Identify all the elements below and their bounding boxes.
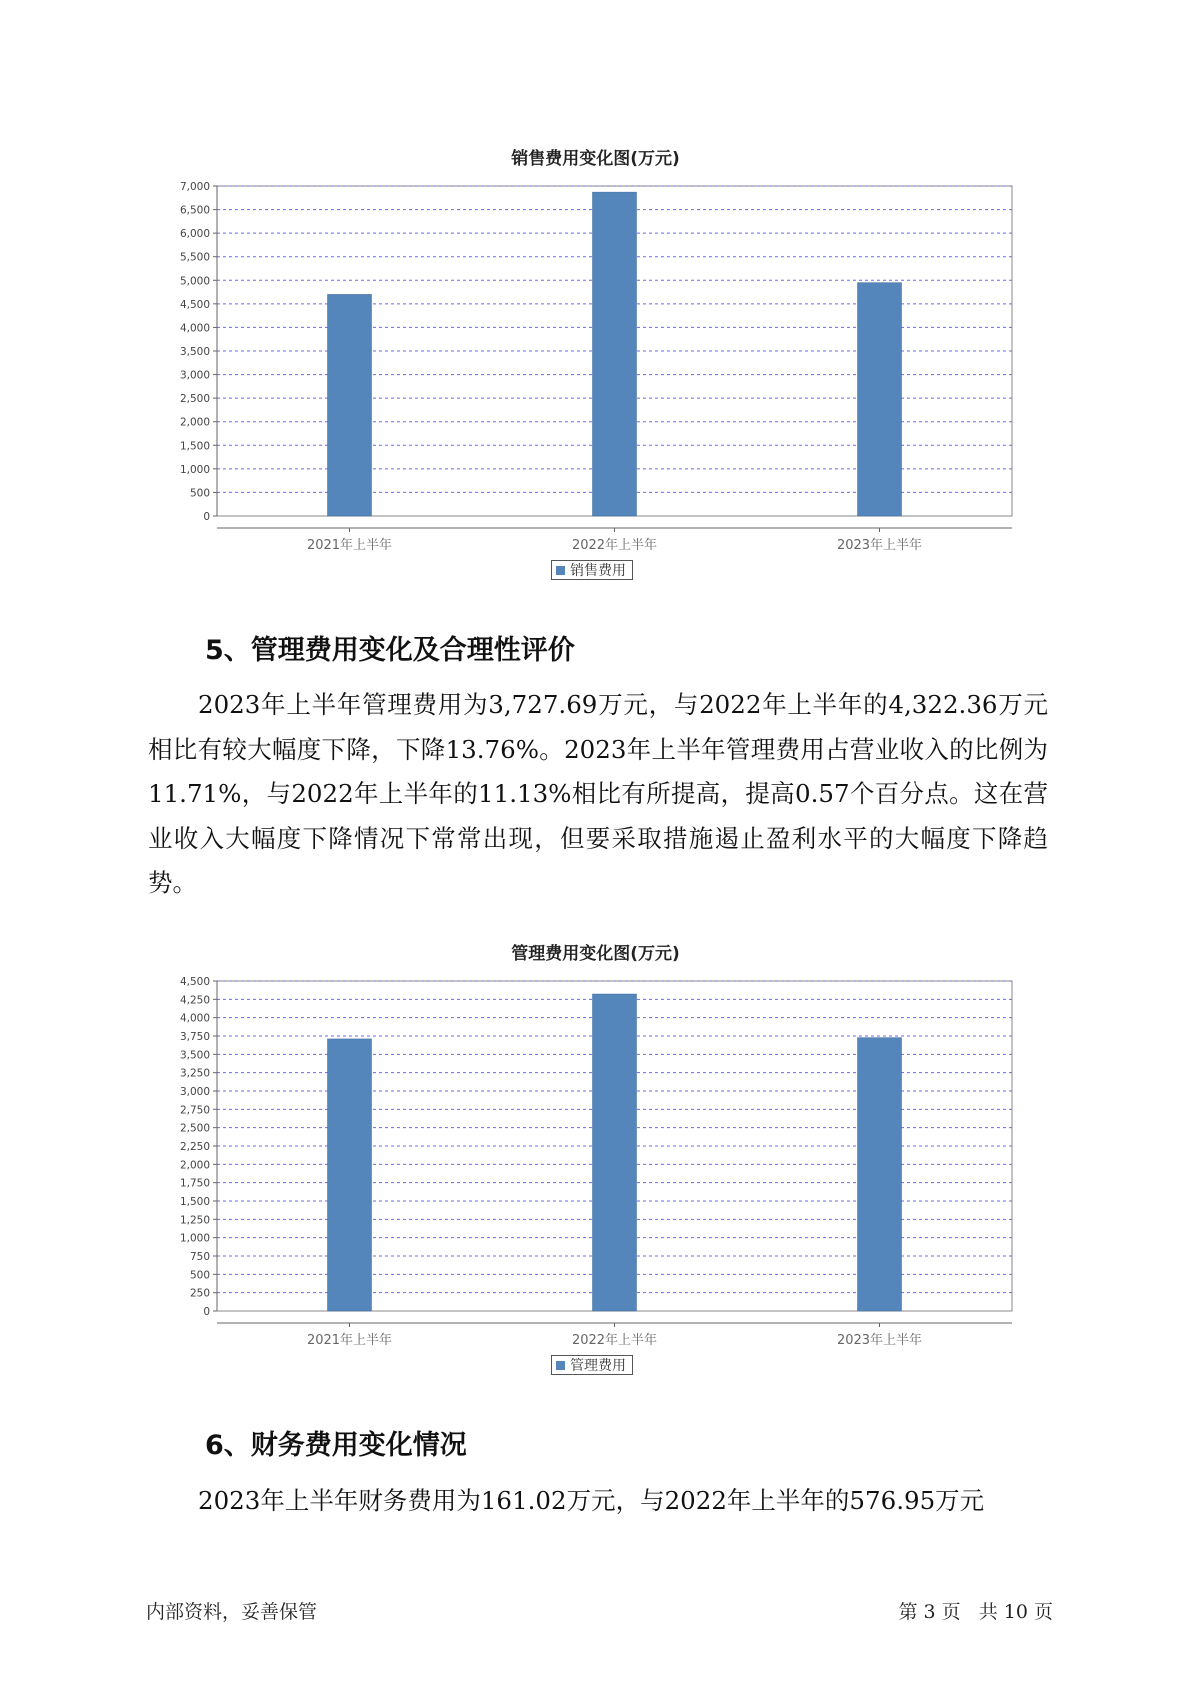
legend-label: 管理费用 [570,1358,626,1374]
y-tick-label: 1,500 [179,440,210,453]
x-tick-label: 2022年上半年 [571,1333,658,1348]
y-tick-label: 1,000 [179,1232,210,1245]
legend-sales-expense [551,560,633,580]
y-tick-label: 250 [189,1287,210,1300]
y-tick-label: 0 [203,511,210,523]
chart-title-sales-expense: 销售费用变化图(万元) [511,149,680,169]
legend-admin-expense [551,1355,633,1375]
bar-3 [858,283,902,516]
y-tick-label: 4,500 [179,298,210,311]
y-tick-label: 4,500 [179,976,210,988]
y-tick-label: 500 [189,1269,210,1282]
y-tick-label: 2,000 [179,1159,210,1172]
y-tick-label: 2,250 [179,1141,210,1153]
section-6-heading: 6、财务费用变化情况 [205,1430,467,1461]
y-tick-label: 1,500 [179,1196,210,1208]
y-tick-label: 5,500 [179,251,210,264]
chart-sales-expense [0,160,1191,553]
chart-title-admin-expense: 管理费用变化图(万元) [511,944,680,964]
y-tick-label: 3,750 [179,1031,210,1043]
x-tick-label: 2023年上半年 [836,1333,923,1348]
legend-swatch [556,1361,565,1370]
legend-label: 销售费用 [570,563,626,579]
y-tick-label: 2,500 [179,393,210,406]
bar-1 [328,294,372,516]
bar-1 [328,1039,372,1311]
y-tick-label: 2,000 [179,416,210,429]
y-tick-label: 750 [189,1251,210,1263]
y-tick-label: 1,000 [179,463,210,476]
y-tick-label: 500 [189,487,210,500]
x-tick-label: 2022年上半年 [571,538,658,553]
y-tick-label: 6,000 [179,228,210,241]
y-tick-label: 2,750 [179,1104,210,1117]
y-tick-label: 2,500 [179,1122,210,1135]
y-tick-label: 4,000 [179,322,210,335]
y-tick-label: 3,000 [179,1086,210,1098]
footer-confidential: 内部资料，妥善保管 [146,1601,318,1623]
section-5-paragraph: 2023年上半年管理费用为3,727.69万元，与2022年上半年的4,322.36万元相比有较大幅度下降，下降13.76%。2023年上半年管理费用占营业收入的比例为11.71%，与2022年上半年的11.13%相比有所提高，提高0.57个百分点。这在营业收入大幅度下降情况下常常出现，但要采取措施遏止盈利水平的大幅度下降趋势。 [148,690,1048,897]
bar-2 [593,994,637,1311]
section-6-paragraph: 2023年上半年财务费用为161.02万元，与2022年上半年的576.95万元 [198,1486,985,1515]
y-tick-label: 0 [203,1306,210,1318]
y-tick-label: 3,500 [179,1049,210,1062]
x-tick-label: 2021年上半年 [306,1333,393,1348]
y-tick-label: 3,250 [179,1067,210,1080]
x-tick-label: 2023年上半年 [836,538,923,553]
y-tick-label: 4,000 [179,1012,210,1025]
bar-2 [593,192,637,516]
footer-page-number: 第 3 页 共 10 页 [898,1601,1053,1623]
x-tick-label: 2021年上半年 [306,538,393,553]
y-tick-label: 6,500 [179,204,210,217]
y-tick-label: 5,000 [179,275,210,288]
chart-admin-expense [0,955,1191,1348]
section-5-heading: 5、管理费用变化及合理性评价 [205,635,575,666]
y-tick-label: 1,250 [179,1214,210,1227]
y-tick-label: 1,750 [179,1177,210,1190]
y-tick-label: 3,000 [179,369,210,382]
y-tick-label: 7,000 [179,181,210,193]
y-tick-label: 4,250 [179,994,210,1007]
legend-swatch [556,566,565,575]
bar-3 [858,1038,902,1311]
y-tick-label: 3,500 [179,346,210,358]
